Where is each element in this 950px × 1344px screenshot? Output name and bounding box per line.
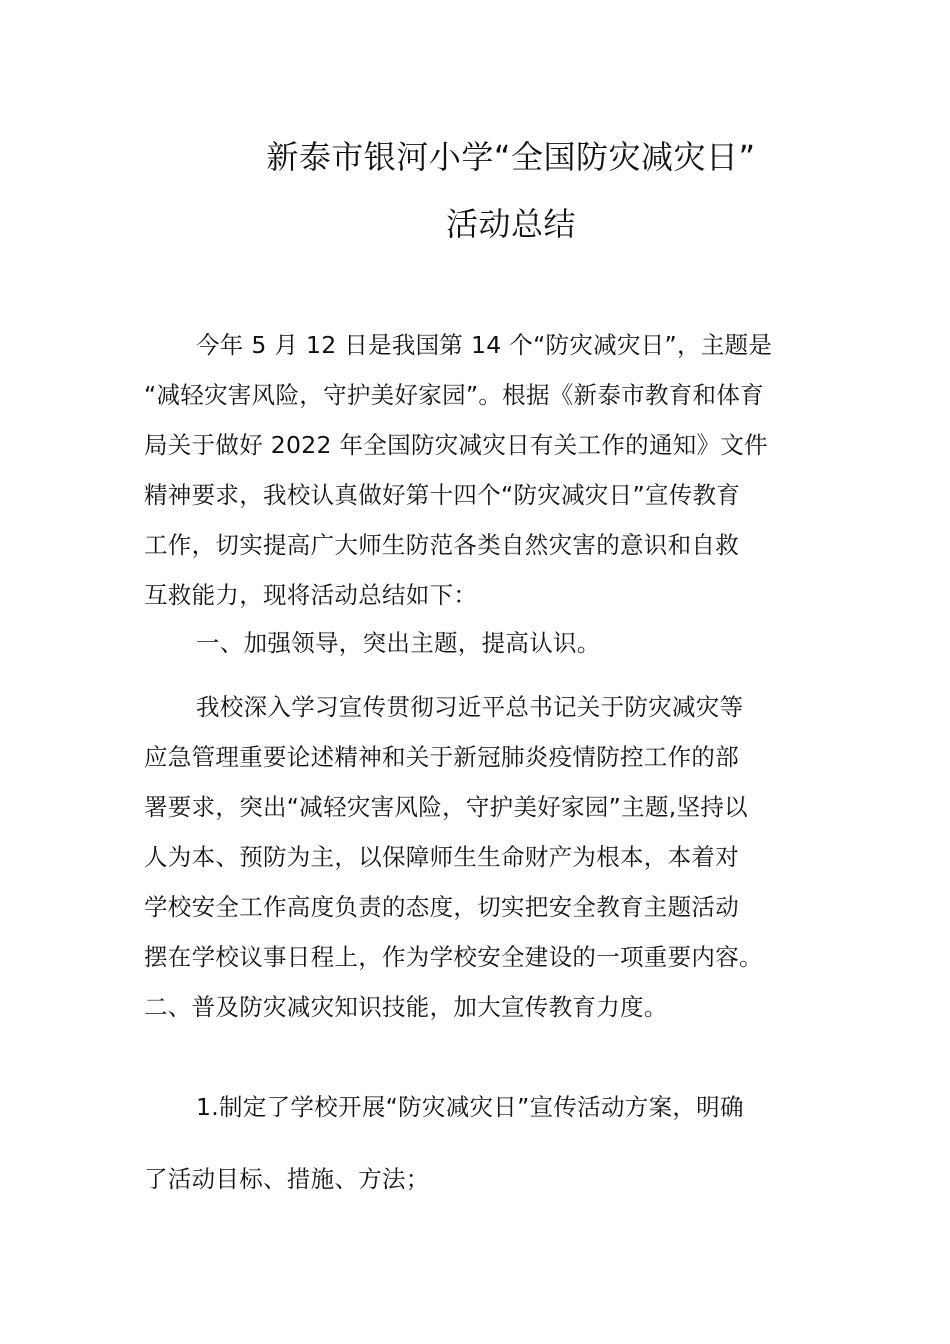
paragraph-2-line-1: 我校深入学习宣传贯彻习近平总书记关于防灾减灾等: [196, 693, 744, 721]
section-heading-2: 二、普及防灾减灾知识技能，加大宣传教育力度。: [144, 993, 668, 1021]
document-title-line-2: 活动总结: [445, 205, 576, 243]
list-item-1-line-1: 1.制定了学校开展“防灾减灾日”宣传活动方案，明确: [196, 1093, 744, 1121]
paragraph-1-line-6: 互救能力，现将活动总结如下：: [144, 581, 478, 609]
paragraph-2-line-2: 应急管理重要论述精神和关于新冠肺炎疫情防控工作的部: [144, 743, 739, 771]
document-title-line-1: 新泰市银河小学“全国防灾减灾日”: [266, 138, 756, 176]
paragraph-2-line-6: 摆在学校议事日程上，作为学校安全建设的一项重要内容。: [144, 943, 763, 971]
paragraph-2-line-4: 人为本、预防为主，以保障师生生命财产为根本，本着对: [144, 843, 739, 871]
section-heading-1: 一、加强领导，突出主题，提高认识。: [196, 629, 601, 657]
paragraph-1-line-4: 精神要求，我校认真做好第十四个“防灾减灾日”宣传教育: [144, 481, 741, 509]
list-item-1-line-2: 了活动目标、措施、方法；: [144, 1165, 430, 1193]
paragraph-2-line-3: 署要求，突出“减轻灾害风险，守护美好家园”主题,坚持以: [144, 793, 748, 821]
paragraph-1-line-3: 局关于做好 2022 年全国防灾减灾日有关工作的通知》文件: [144, 431, 768, 459]
paragraph-1-line-5: 工作，切实提高广大师生防范各类自然灾害的意识和自救: [144, 531, 739, 559]
paragraph-2-line-5: 学校安全工作高度负责的态度，切实把安全教育主题活动: [144, 893, 739, 921]
paragraph-1-line-1: 今年 5 月 12 日是我国第 14 个“防灾减灾日”，主题是: [196, 331, 773, 359]
paragraph-1-line-2: “减轻灾害风险，守护美好家园”。根据《新泰市教育和体育: [144, 381, 764, 409]
